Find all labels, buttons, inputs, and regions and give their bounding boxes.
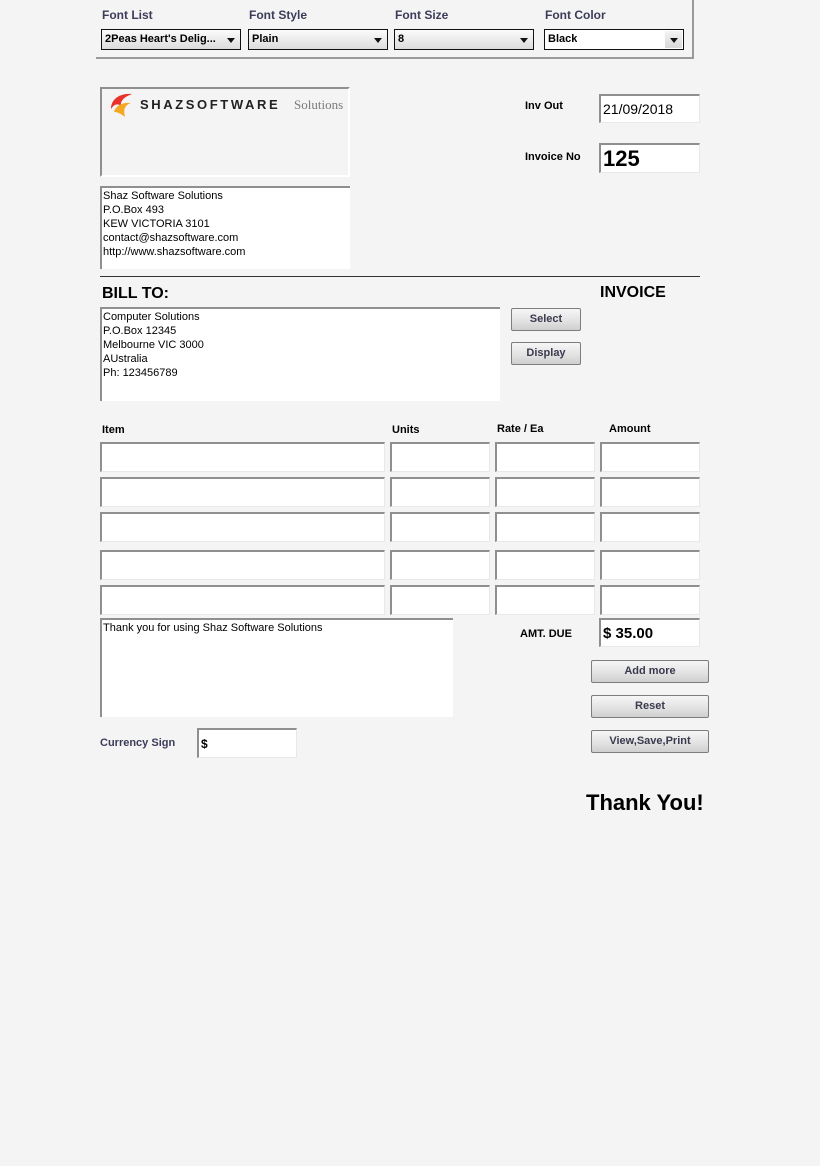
row-3-rate-input[interactable]	[495, 512, 595, 542]
font-color-value: Black	[548, 33, 578, 45]
logo-flame-icon	[108, 91, 138, 119]
row-1-rate-input[interactable]	[495, 442, 595, 472]
display-button[interactable]: Display	[511, 342, 581, 365]
thank-you-text: Thank You!	[586, 790, 704, 815]
font-style-value: Plain	[252, 33, 279, 45]
amount-column-header: Amount	[609, 423, 651, 435]
row-4-amount-input[interactable]	[600, 550, 700, 580]
font-toolbar	[96, 0, 694, 59]
amt-due-label: AMT. DUE	[520, 628, 572, 640]
item-column-header: Item	[102, 424, 125, 436]
row-1-units-input[interactable]	[390, 442, 490, 472]
row-3-amount-input[interactable]	[600, 512, 700, 542]
chevron-down-icon	[227, 38, 235, 43]
row-1-item-input[interactable]	[100, 442, 385, 472]
font-size-value: 8	[398, 33, 405, 45]
row-2-item-input[interactable]	[100, 477, 385, 507]
row-2-units-input[interactable]	[390, 477, 490, 507]
row-3-item-input[interactable]	[100, 512, 385, 542]
row-2-amount-input[interactable]	[600, 477, 700, 507]
invoice-title: INVOICE	[600, 284, 666, 301]
logo-suffix-text: Solutions	[294, 97, 344, 112]
row-2-rate-input[interactable]	[495, 477, 595, 507]
amt-due-input[interactable]	[599, 618, 700, 647]
inv-out-label: Inv Out	[525, 100, 563, 112]
currency-sign-input[interactable]	[197, 728, 297, 758]
chevron-down-icon	[520, 38, 528, 43]
reset-button[interactable]: Reset	[591, 695, 709, 718]
font-style-dropdown[interactable]	[248, 29, 388, 50]
row-5-units-input[interactable]	[390, 585, 490, 615]
add-more-button[interactable]: Add more	[591, 660, 709, 683]
font-style-label: Font Style	[249, 8, 308, 22]
units-column-header: Units	[392, 424, 420, 436]
rate-column-header: Rate / Ea	[497, 423, 544, 435]
chevron-down-icon	[374, 38, 382, 43]
currency-sign-label: Currency Sign	[100, 737, 176, 749]
font-list-value: 2Peas Heart's Delig...	[105, 33, 216, 45]
font-list-dropdown[interactable]	[101, 29, 241, 50]
invoice-no-input[interactable]	[599, 143, 700, 173]
font-color-label: Font Color	[545, 8, 606, 22]
bill-to-address-field[interactable]: Computer Solutions P.O.Box 12345 Melbourne VIC 3000 AUstralia Ph: 123456789	[100, 307, 500, 401]
logo-brand-text: SHAZSOFTWARE	[140, 97, 281, 112]
font-size-label: Font Size	[395, 8, 449, 22]
row-4-rate-input[interactable]	[495, 550, 595, 580]
row-1-amount-input[interactable]	[600, 442, 700, 472]
company-address-field[interactable]: Shaz Software Solutions P.O.Box 493 KEW VICTORIA 3101 contact@shazsoftware.com http://www.shazsoftware.com	[100, 186, 350, 269]
row-5-rate-input[interactable]	[495, 585, 595, 615]
row-5-amount-input[interactable]	[600, 585, 700, 615]
bill-to-label: BILL TO:	[102, 285, 169, 302]
row-4-units-input[interactable]	[390, 550, 490, 580]
font-size-dropdown[interactable]	[394, 29, 534, 50]
chevron-down-icon	[670, 38, 678, 43]
header-divider	[100, 276, 700, 277]
view-save-print-button[interactable]: View,Save,Print	[591, 730, 709, 753]
logo-box[interactable]	[100, 87, 350, 177]
notes-field[interactable]: Thank you for using Shaz Software Solutions	[100, 618, 453, 717]
row-3-units-input[interactable]	[390, 512, 490, 542]
select-button[interactable]: Select	[511, 308, 581, 331]
inv-out-date-input[interactable]	[599, 94, 700, 123]
row-5-item-input[interactable]	[100, 585, 385, 615]
invoice-no-label: Invoice No	[525, 151, 581, 163]
font-list-label: Font List	[102, 8, 153, 22]
font-color-dropdown[interactable]	[544, 29, 684, 50]
row-4-item-input[interactable]	[100, 550, 385, 580]
